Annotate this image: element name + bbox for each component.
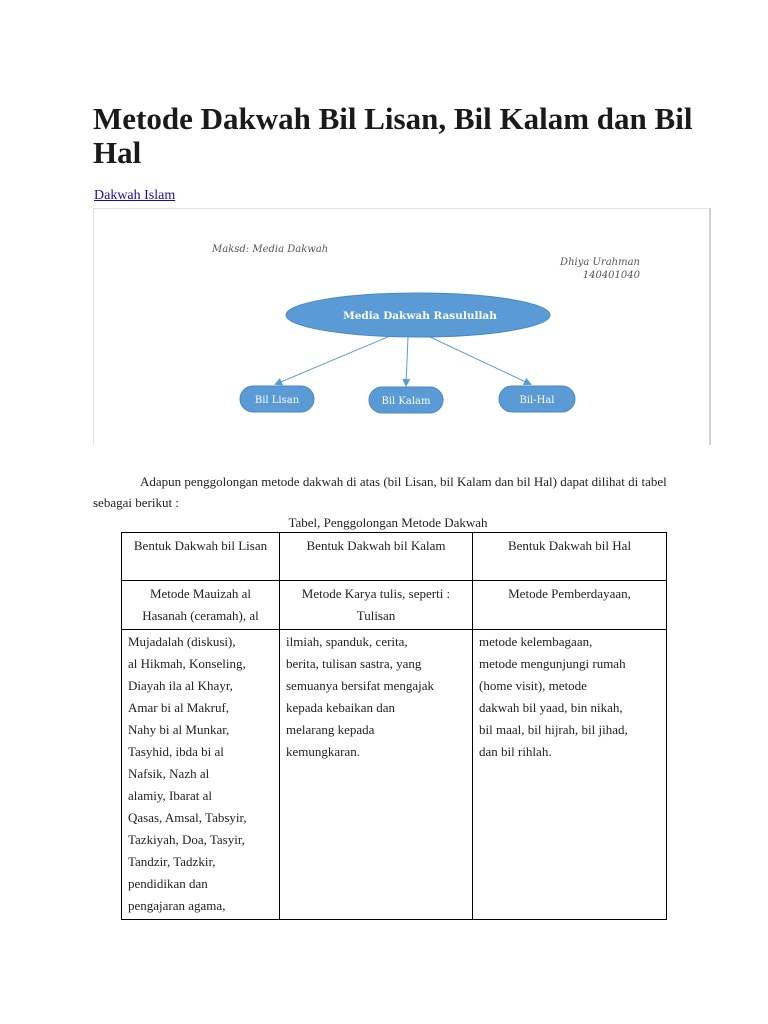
intro-paragraph-text: Adapun penggolongan metode dakwah di atas (bil Lisan, bil Kalam dan bil Hal) dapat dilihat di tabel sebagai berikut :: [93, 474, 667, 510]
table-row: [122, 630, 667, 920]
cell-text: ilmiah, spanduk, cerita, berita, tulisan sastra, yang semuanya bersifat mengajak kepada kebaikan dan melarang kepada kemungkaran.: [286, 634, 434, 759]
methods-table: [121, 532, 667, 920]
child-node-label: Bil Lisan: [254, 395, 300, 406]
diagram-author-id: 140401040: [582, 270, 640, 281]
connector-arrow: [406, 337, 408, 385]
header-cell-hal: Bentuk Dakwah bil Hal: [473, 533, 667, 581]
child-node-label: Bil Kalam: [381, 396, 431, 407]
intro-paragraph: [93, 471, 683, 513]
table-cell: Metode Karya tulis, seperti : Tulisan: [280, 581, 473, 630]
connector-arrow: [428, 336, 530, 384]
header-cell-kalam: Bentuk Dakwah bil Kalam: [280, 533, 473, 581]
diagram-author-name: Dhiya Urahman: [560, 257, 640, 268]
diagram-canvas: [94, 209, 710, 446]
table-cell: [280, 630, 473, 920]
media-dakwah-diagram: [93, 208, 711, 445]
diagram-note: Maksd: Media Dakwah: [212, 244, 329, 255]
table-header-row: [122, 533, 667, 581]
table-row: [122, 581, 667, 630]
table-cell: [473, 630, 667, 920]
table-cell: Metode Mauizah al Hasanah (ceramah), al: [122, 581, 280, 630]
label-link-dakwah-islam[interactable]: Dakwah Islam: [94, 188, 176, 203]
header-cell-lisan: Bentuk Dakwah bil Lisan: [122, 533, 280, 581]
page-title: Metode Dakwah Bil Lisan, Bil Kalam dan Bil Hal: [93, 101, 693, 170]
table-cell: Metode Pemberdayaan,: [473, 581, 667, 630]
cell-text: Mujadalah (diskusi), al Hikmah, Konseling, Diayah ila al Khayr, Amar bi al Makruf, Nahy bi al Munkar, Tasyhid, ibda bi al Nafsik, Nazh al alamiy, Ibarat al Qasas, Amsal, Tabsyir, Tazkiyah, Doa, Tasyir, Tandzir, Tadzkir, pendidikan dan pengajaran agama,: [128, 634, 247, 913]
root-node-label: Media Dakwah Rasulullah: [343, 310, 497, 322]
table-caption: Tabel, Penggolongan Metode Dakwah: [288, 515, 488, 530]
cell-text: metode kelembagaan, metode mengunjungi rumah (home visit), metode dakwah bil yaad, bin nikah, bil maal, bil hijrah, bil jihad, dan bil rihlah.: [479, 634, 628, 759]
connector-arrow: [276, 336, 390, 384]
table-cell: [122, 630, 280, 920]
child-node-label: Bil-Hal: [519, 395, 555, 406]
